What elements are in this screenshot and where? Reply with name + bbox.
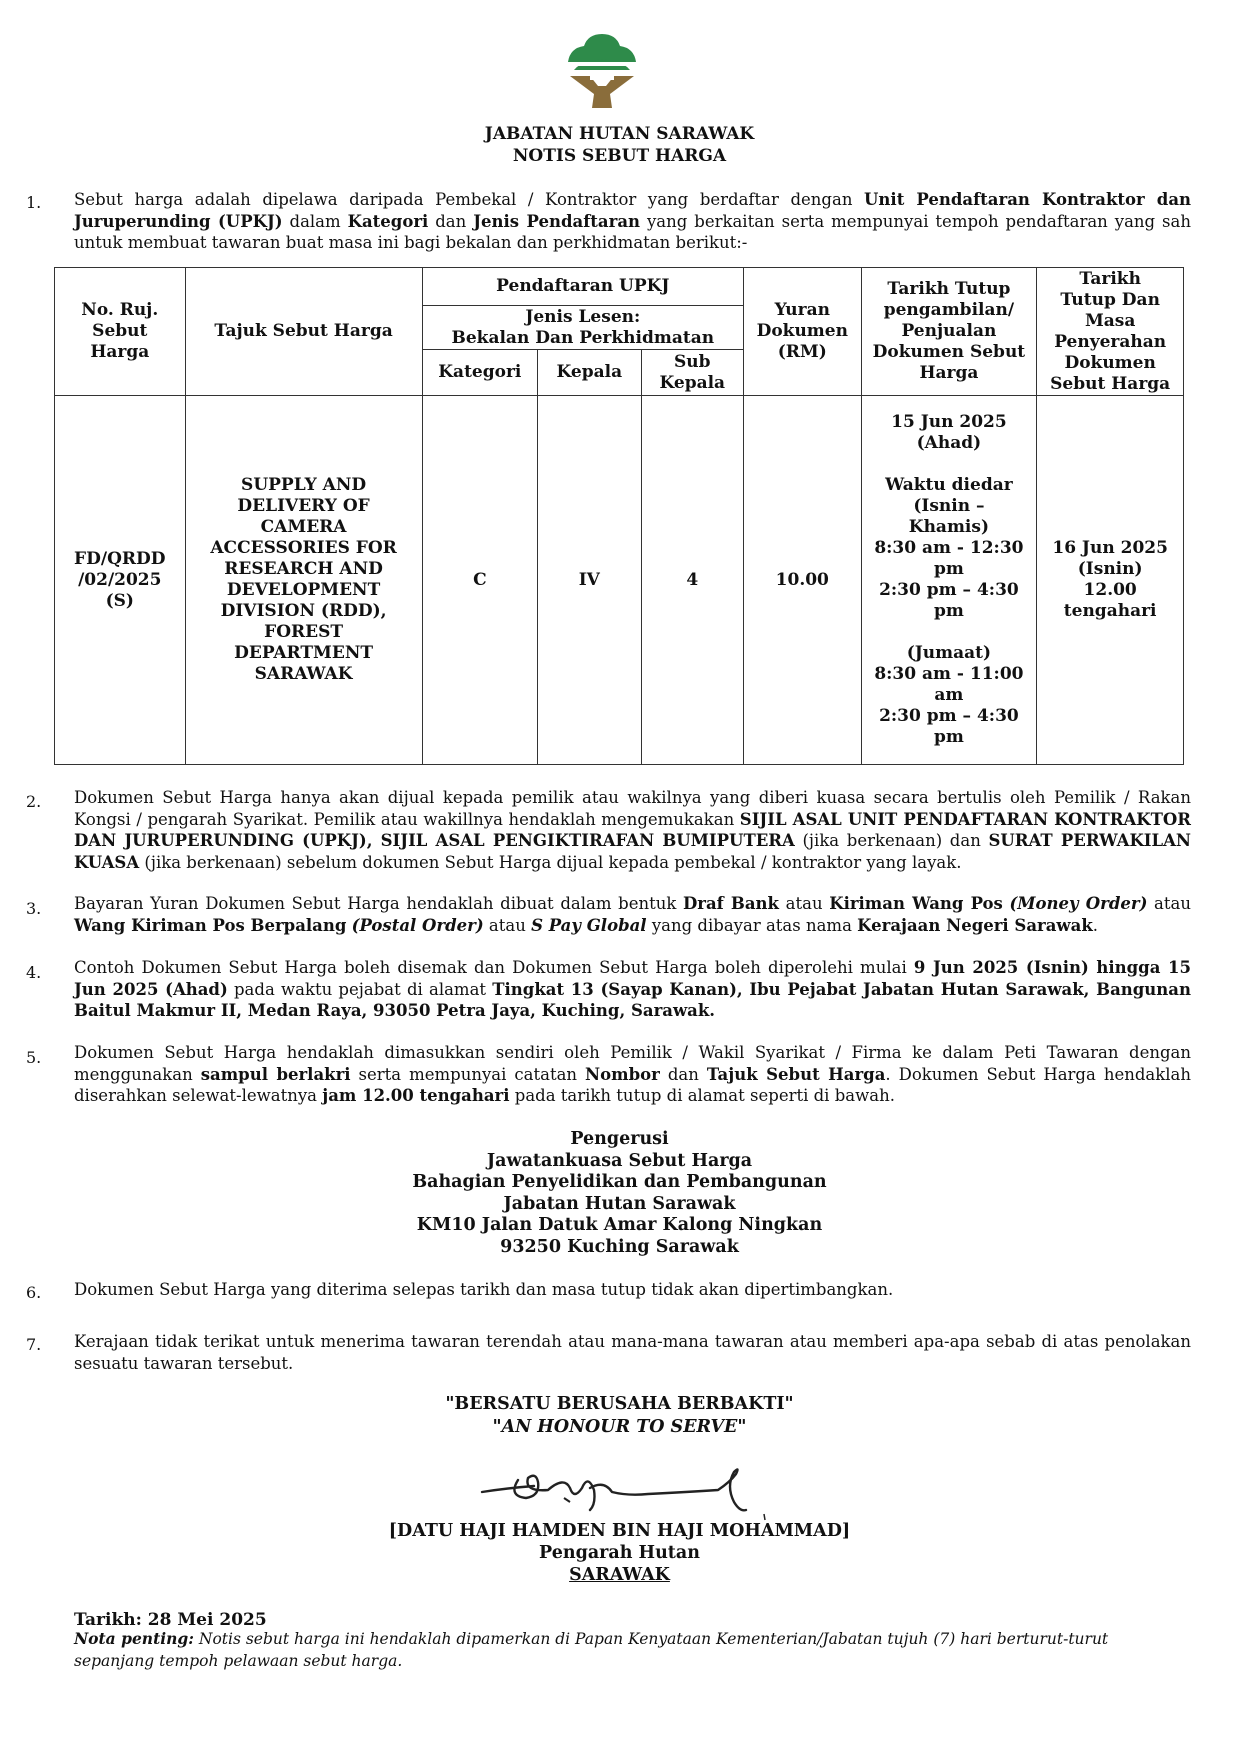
para-number: 7. (26, 1335, 42, 1354)
notice-title: NOTIS SEBUT HARGA (512, 146, 727, 166)
cell-ref-no: FD/QRDD /02/2025 (S) (55, 396, 186, 765)
header-ref-no: No. Ruj. Sebut Harga (55, 268, 186, 396)
header-submission-close: Tarikh Tutup Dan Masa Penyerahan Dokumen Sebut Harga (1037, 268, 1184, 396)
signatory-name: [DATU HAJI HAMDEN BIN HAJI MOHAMMAD] (388, 1521, 851, 1541)
para-number: 2. (26, 792, 42, 811)
para-number: 3. (26, 899, 42, 918)
cell-kepala: IV (538, 396, 641, 765)
cell-sub-kepala: 4 (641, 396, 743, 765)
cell-kategori: C (422, 396, 538, 765)
header-sale-close: Tarikh Tutup pengambilan/ Penjualan Dokumen Sebut Harga (861, 268, 1037, 396)
department-name: JABATAN HUTAN SARAWAK (484, 124, 755, 144)
para-number: 6. (26, 1283, 42, 1302)
cell-submission-close: 16 Jun 2025 (Isnin) 12.00 tengahari (1037, 396, 1184, 765)
para-number: 5. (26, 1048, 42, 1067)
paragraph-1: Sebut harga adalah dipelawa daripada Pembekal / Kontraktor yang berdaftar dengan Unit Pendaftaran Kontraktor dan Juruperunding (UPKJ) dalam Kategori dan Jenis Pendaftaran yang berkaitan serta mempunyai tempoh pendaftaran yang sah untuk membuat tawaran buat masa ini bagi bekalan dan perkhidmatan berikut:- (74, 190, 1192, 252)
signatory-state: SARAWAK (569, 1565, 670, 1585)
header-fee: Yuran Dokumen (RM) (744, 268, 862, 396)
tree-logo-icon (560, 24, 644, 110)
signatory-position: Pengarah Hutan (539, 1543, 700, 1563)
paragraph-3: Bayaran Yuran Dokumen Sebut Harga hendaklah dibuat dalam bentuk Draf Bank atau Kiriman Wang Pos (Money Order) atau Wang Kiriman Pos Berpalang (Postal Order) atau S Pay Global yang dibayar atas nama Kerajaan Negeri Sarawak. (74, 894, 1191, 935)
handwritten-signature (478, 1452, 768, 1522)
header-kategori: Kategori (422, 350, 538, 396)
paragraph-4: Contoh Dokumen Sebut Harga boleh disemak dan Dokumen Sebut Harga boleh diperolehi mulai 9 Jun 2025 (Isnin) hingga 15 Jun 2025 (Ahad) pada waktu pejabat di alamat Tingkat 13 (Sayap Kanan), Ibu Pejabat Jabatan Hutan Sarawak, Bangunan Baitul Makmur II, Medan Raya, 93050 Petra Jaya, Kuching, Sarawak. (74, 958, 1191, 1020)
important-note: Nota penting: Notis sebut harga ini hendaklah dipamerkan di Papan Kenyataan Kementerian/Jabatan tujuh (7) hari berturut-turut sepanjang tempoh pelawaan sebut harga. (74, 1629, 1109, 1670)
header-upkj: Pendaftaran UPKJ (422, 268, 743, 306)
tender-address: Pengerusi Jawatankuasa Sebut Harga Bahagian Penyelidikan dan Pembangunan Jabatan Hutan Sarawak KM10 Jalan Datuk Amar Kalong Ningkan 93250 Kuching Sarawak (412, 1129, 827, 1257)
motto-malay: "BERSATU BERUSAHA BERBAKTI" (445, 1394, 794, 1414)
para-number: 1. (26, 193, 42, 212)
cell-title: SUPPLY AND DELIVERY OF CAMERA ACCESSORIES FOR RESEARCH AND DEVELOPMENT DIVISION (RDD), FOREST DEPARTMENT SARAWAK (185, 396, 422, 765)
header-kepala: Kepala (538, 350, 641, 396)
para-number: 4. (26, 963, 42, 982)
paragraph-6: Dokumen Sebut Harga yang diterima selepas tarikh dan masa tutup tidak akan dipertimbangkan. (74, 1280, 894, 1299)
quotation-table (54, 267, 1184, 765)
cell-fee: 10.00 (744, 396, 862, 765)
notice-date: Tarikh: 28 Mei 2025 (74, 1610, 267, 1630)
header-licence: Jenis Lesen: Bekalan Dan Perkhidmatan (422, 306, 743, 350)
cell-sale-close: 15 Jun 2025 (Ahad) Waktu diedar (Isnin – Khamis) 8:30 am - 12:30 pm 2:30 pm – 4:30 pm (Jumaat) 8:30 am - 11:00 am 2:30 pm – 4:30 pm (861, 396, 1037, 765)
paragraph-7: Kerajaan tidak terikat untuk menerima tawaran terendah atau mana-mana tawaran atau memberi apa-apa sebab di atas penolakan sesuatu tawaran tersebut. (74, 1332, 1191, 1373)
header-sub-kepala: Sub Kepala (641, 350, 743, 396)
header-title: Tajuk Sebut Harga (185, 268, 422, 396)
motto-english: "AN HONOUR TO SERVE" (492, 1417, 747, 1437)
paragraph-2: Dokumen Sebut Harga hanya akan dijual kepada pemilik atau wakilnya yang diberi kuasa secara bertulis oleh Pemilik / Rakan Kongsi / pengarah Syarikat. Pemilik atau wakillnya hendaklah mengemukakan SIJIL ASAL UNIT PENDAFTARAN KONTRAKTOR DAN JURUPERUNDING (UPKJ), SIJIL ASAL PENGIKTIRAFAN BUMIPUTERA (jika berkenaan) dan SURAT PERWAKILAN KUASA (jika berkenaan) sebelum dokumen Sebut Harga dijual kepada pembekal / kontraktor yang layak. (74, 788, 1191, 872)
paragraph-5: Dokumen Sebut Harga hendaklah dimasukkan sendiri oleh Pemilik / Wakil Syarikat / Firma ke dalam Peti Tawaran dengan menggunakan sampul berlakri serta mempunyai catatan Nombor dan Tajuk Sebut Harga. Dokumen Sebut Harga hendaklah diserahkan selewat-lewatnya jam 12.00 tengahari pada tarikh tutup di alamat seperti di bawah. (74, 1043, 1191, 1105)
